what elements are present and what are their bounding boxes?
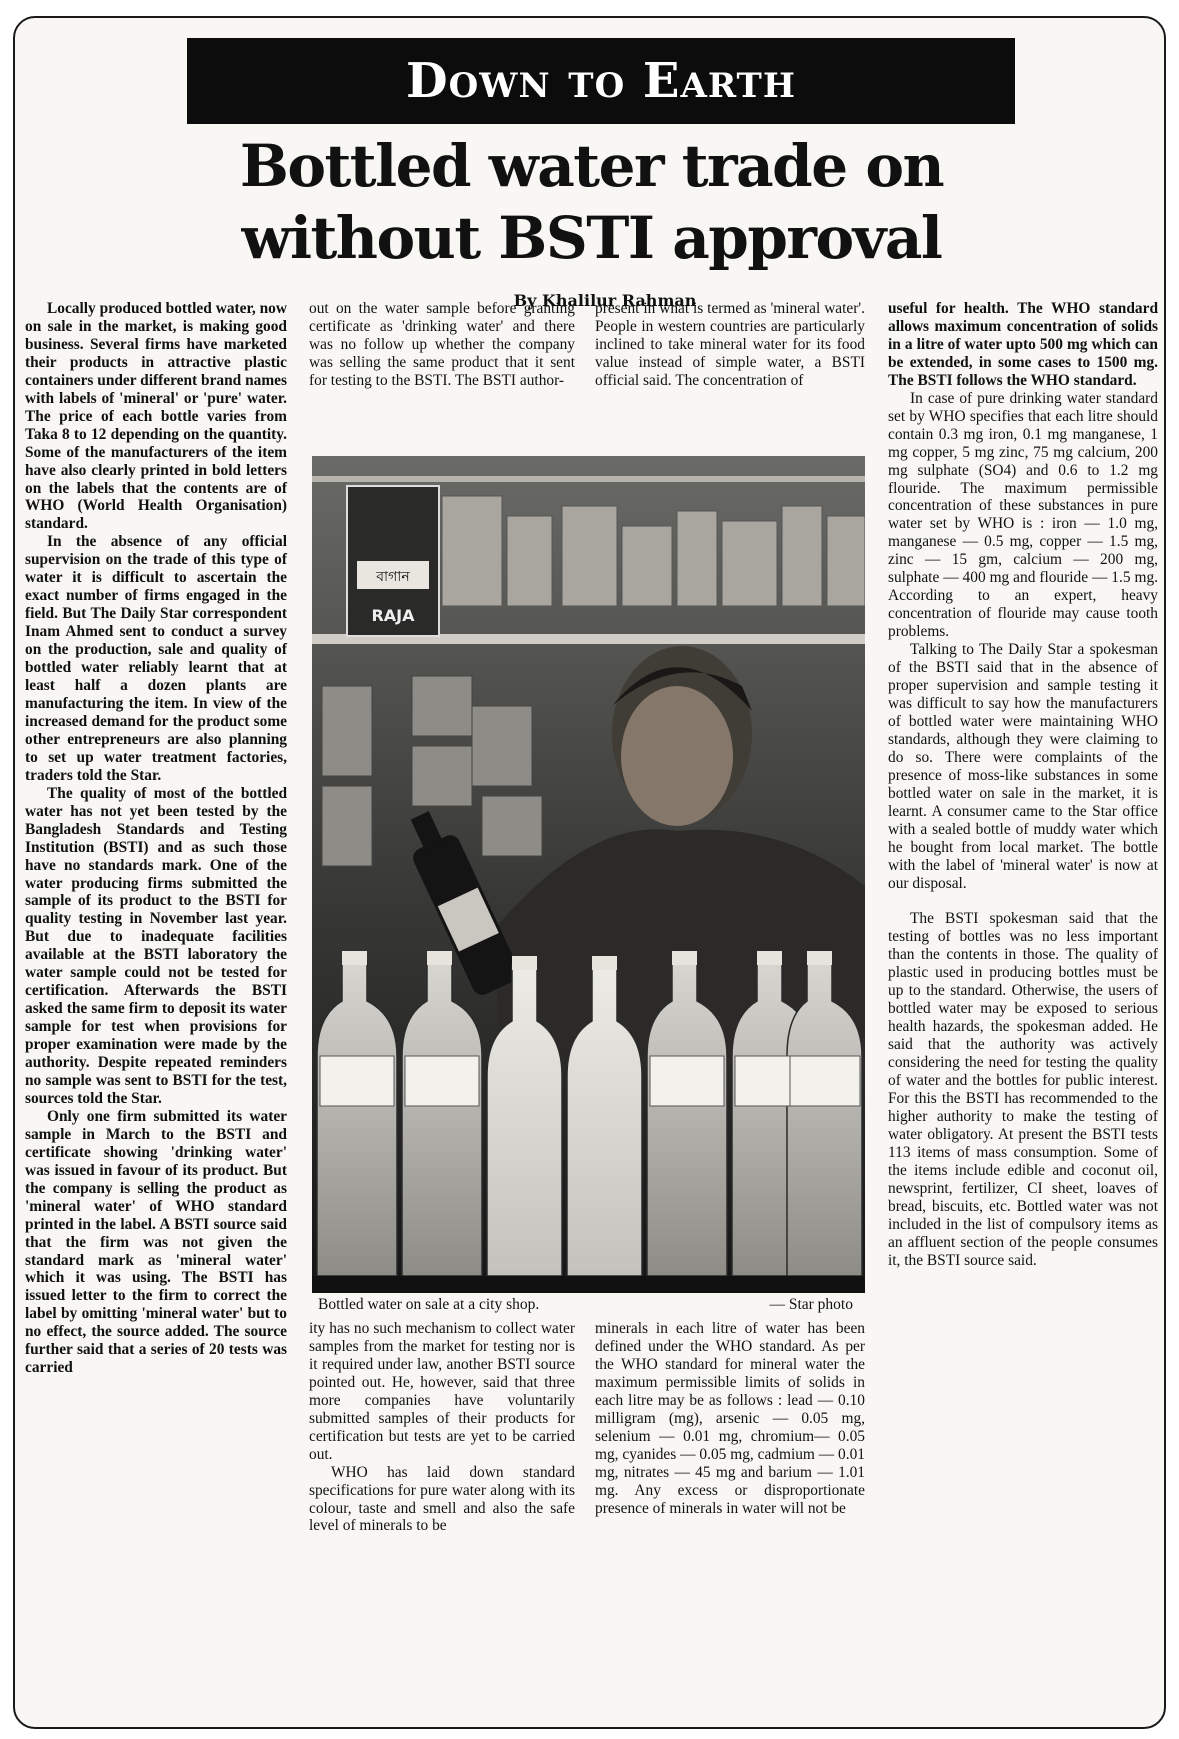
newspaper-clipping bbox=[13, 16, 1166, 1729]
column-4 bbox=[888, 300, 1158, 1710]
section-kicker bbox=[187, 38, 1015, 124]
paragraph: In the absence of any official supervision on the trade of this type of water it is difficult to ascertain the exact number of firms engaged in the field. But The Daily Star correspondent Inam Ahmed sent to conduct a survey on the production, sale and quality of bottled water reliably learnt that at least half a dozen plants are manufacturing the item. In view of the increased demand for the product some other entrepreneurs are also planning to set up water treatment factories, traders told the Star. bbox=[25, 533, 287, 784]
column-2-top bbox=[309, 300, 575, 440]
kicker-text: Down to Earth bbox=[406, 53, 796, 109]
paragraph: minerals in each litre of water has been defined under the WHO standard. As per the WHO standard for mineral water the maximum permissible limits of solids in each litre may be as follows : lead — 0.10 milligram (mg), arsenic — 0.05 mg, selenium — 0.01 mg, chromium— 0.05 mg, cyanides — 0.05 mg, cadmium — 0.01 mg, nitrates — 45 mg and barium — 1.01 mg. Any excess or disproportionate presence of minerals in water will not be bbox=[595, 1320, 865, 1517]
photo-credit: — Star photo bbox=[769, 1296, 853, 1313]
paragraph: present in what is termed as 'mineral water'. People in western countries are particularly inclined to take mineral water for its food value instead of simple water, a BSTI official said. The concentration of bbox=[595, 300, 865, 389]
paragraph: The quality of most of the bottled water has not yet been tested by the Bangladesh Standards and Testing Institution (BSTI) and as such those have no standards mark. One of the water producing firms submitted the sample of its product to the BSTI for quality testing in November last year. But due to inadequate facilities available at the BSTI laboratory the water sample could not be tested for certification. Afterwards the BSTI asked the same firm to deposit its water sample for test when provisions for proper examination were made by the authority. Despite repeated reminders no sample was sent to BSTI for the test, sources told the Star. bbox=[25, 784, 287, 1107]
headline bbox=[55, 130, 1128, 274]
column-2-bottom bbox=[309, 1320, 575, 1720]
paragraph: In case of pure drinking water standard set by WHO specifies that each litre should contain 0.3 mg iron, 0.1 mg manganese, 1 mg copper, 5 mg zinc, 75 mg calcium, 200 mg sulphate (SO4) and 0.6 to 1.2 mg flouride. The maximum permissible concentration of these substances in pure water set by WHO is : iron — 1.0 mg, manganese — 0.5 mg, copper — 1.5 mg, zinc — 15 gm, calcium — 200 mg, sulphate — 400 mg and flouride — 1.5 mg. According to an expert, heavy concentration of flouride may cause tooth problems. bbox=[888, 389, 1158, 641]
paragraph: The BSTI spokesman said that the testing of bottles was no less important than the contents in those. The quality of plastic used in producing bottles must be up to the standard. Otherwise, the users of bottled water may be exposed to serious health hazards, the spokesman added. He said that the authority was actively considering the need for testing the quality of water and the bottles for public interest. For this the BSTI has recommended to the higher authority to make the testing of water obligatory. At present the BSTI tests 113 items of mass consumption. Some of the items include edible and coconut oil, newsprint, fertilizer, CI sheet, loaves of bread, biscuits, etc. Bottled water was not included in the list of compulsory items as an affluent section of the people consumes it, the BSTI source said. bbox=[888, 910, 1158, 1269]
column-3-bottom bbox=[595, 1320, 865, 1720]
photo-caption bbox=[312, 1296, 865, 1314]
caption-text: Bottled water on sale at a city shop. bbox=[318, 1296, 540, 1313]
paragraph: ity has no such mechanism to collect water samples from the market for testing nor is it required under law, another BSTI source pointed out. He, however, said that three more companies have voluntarily submitted samples of their products for certification but tests are yet to be carried out. bbox=[309, 1320, 575, 1463]
paragraph: out on the water sample before granting certificate as 'drinking water' and there was no follow up whether the company was selling the same product that it sent for testing to the BSTI. The BSTI author- bbox=[309, 300, 575, 389]
shop-photo bbox=[312, 456, 865, 1293]
paragraph: WHO has laid down standard specifications for pure water along with its colour, taste and smell and also the safe level of minerals to be bbox=[309, 1463, 575, 1535]
paragraph: Only one firm submitted its water sample in March to the BSTI and certificate showing 'drinking water' was issued in favour of its product. But the company is selling the product as 'mineral water' of WHO standard printed in the label. A BSTI source said that the firm was not given the standard mark as 'mineral water' which it was using. The BSTI has issued letter to the firm to correct the label by omitting 'mineral water' but to no effect, the source added. The source further said that a series of 20 tests was carried bbox=[25, 1107, 287, 1377]
headline-line-1: Bottled water trade on bbox=[239, 132, 944, 200]
byline: By Khalilur Rahman bbox=[513, 291, 697, 310]
column-3-top bbox=[595, 300, 865, 440]
paragraph: useful for health. The WHO standard allows maximum concentration of solids in a litre of water upto 500 mg which can be extended, in some cases to 1500 mg. The BSTI follows the WHO standard. bbox=[888, 300, 1158, 389]
paragraph: Talking to The Daily Star a spokesman of the BSTI said that in the absence of proper supervision and sample testing it was difficult to say how the manufacturers of bottled water were maintaining WHO standards, although they were claiming to do so. There were complaints of the presence of moss-like substances in some bottled water on sale in the market, it is learnt. A consumer came to the Star office with a sealed bottle of muddy water which he bought from local market. The bottle with the label of 'mineral water' is now at our disposal. bbox=[888, 641, 1158, 892]
column-1 bbox=[25, 300, 287, 1710]
paragraph: Locally produced bottled water, now on sale in the market, is making good business. Several firms have marketed their products in attractive plastic containers under different brand names with labels of 'mineral' or 'pure' water. The price of each bottle varies from Taka 8 to 12 depending on the quantity. Some of the manufacturers of the item have also clearly printed in bold letters on the labels that the contents are of WHO (World Health Organisation) standard. bbox=[25, 300, 287, 533]
headline-line-2: without BSTI approval bbox=[241, 204, 942, 272]
box-label-bangla: বাগান bbox=[376, 569, 410, 585]
box-label-raja: RAJA bbox=[371, 606, 415, 625]
